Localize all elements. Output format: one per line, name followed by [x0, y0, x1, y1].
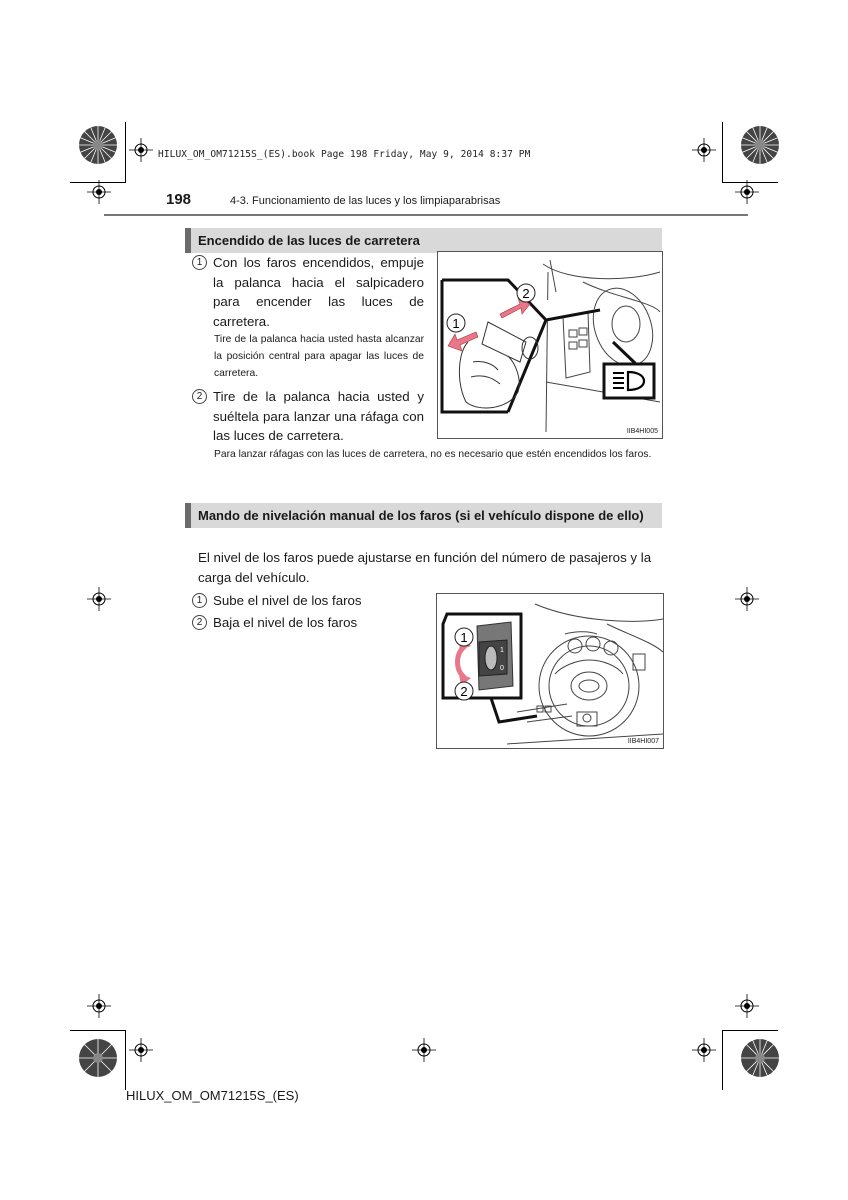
list-item: [192, 591, 422, 611]
figure-headlight-leveling-dial: [436, 593, 664, 749]
section-header-headlight-leveling: Mando de nivelación manual de los faros (si el vehículo dispone de ello): [185, 503, 662, 528]
callout-1: 1: [460, 630, 468, 645]
dial-label-0: 0: [500, 665, 504, 672]
callout-2: 2: [522, 286, 530, 301]
print-info: HILUX_OM_OM71215S_(ES).book Page 198 Friday, May 9, 2014 8:37 PM: [158, 149, 531, 160]
step-number: 1: [192, 255, 207, 270]
registration-crosshair-icon: [692, 1038, 716, 1062]
figure-code: IIB4HI005: [626, 428, 658, 435]
dashboard-illustration: [438, 252, 662, 438]
section-header-high-beam: Encendido de las luces de carretera: [185, 228, 662, 253]
registration-rosette-icon: [740, 1038, 780, 1078]
registration-crosshair-icon: [735, 180, 759, 204]
registration-crosshair-icon: [412, 1038, 436, 1062]
step-text: Tire de la palanca hacia usted y suéltela para lanzar una ráfaga con las luces de carretera.: [213, 389, 424, 443]
header-rule: [104, 214, 748, 216]
footer-code: HILUX_OM_OM71215S_(ES): [126, 1088, 299, 1103]
step-number: 1: [192, 593, 207, 608]
dial-label-1: 1: [500, 647, 504, 654]
registration-rosette-icon: [78, 125, 118, 165]
registration-crosshair-icon: [735, 994, 759, 1018]
registration-crosshair-icon: [129, 1038, 153, 1062]
figure-high-beam-lever: [437, 251, 663, 439]
registration-rosette-icon: [78, 1038, 118, 1078]
dashboard-illustration: [437, 594, 663, 748]
registration-crosshair-icon: [87, 180, 111, 204]
list-item: [192, 613, 422, 633]
list-item: [192, 253, 424, 331]
step-number: 2: [192, 615, 207, 630]
registration-crosshair-icon: [87, 587, 111, 611]
registration-crosshair-icon: [87, 994, 111, 1018]
step-number: 2: [192, 389, 207, 404]
callout-1: 1: [452, 316, 460, 331]
step-text: Sube el nivel de los faros: [213, 593, 362, 608]
registration-rosette-icon: [740, 125, 780, 165]
registration-crosshair-icon: [692, 138, 716, 162]
step-text: Con los faros encendidos, empuje la palanca hacia el salpicadero para encender las luces de carretera.: [213, 255, 424, 329]
intro-text: El nivel de los faros puede ajustarse en función del número de pasajeros y la carga del vehículo.: [198, 550, 652, 585]
registration-crosshair-icon: [735, 587, 759, 611]
section-title: 4-3. Funcionamiento de las luces y los limpiaparabrisas: [230, 195, 501, 207]
step-text: Baja el nivel de los faros: [213, 615, 358, 630]
page-number: 198: [166, 191, 192, 208]
figure-code: IIB4HI007: [627, 738, 659, 745]
sub-note: Tire de la palanca hacia usted hasta alcanzar la posición central para apagar las luces de carretera.: [214, 334, 424, 379]
registration-crosshair-icon: [129, 138, 153, 162]
list-item: [192, 387, 424, 446]
callout-2: 2: [460, 684, 468, 699]
note: Para lanzar ráfagas con las luces de carretera, no es necesario que estén encendidos los faros.: [214, 449, 652, 460]
